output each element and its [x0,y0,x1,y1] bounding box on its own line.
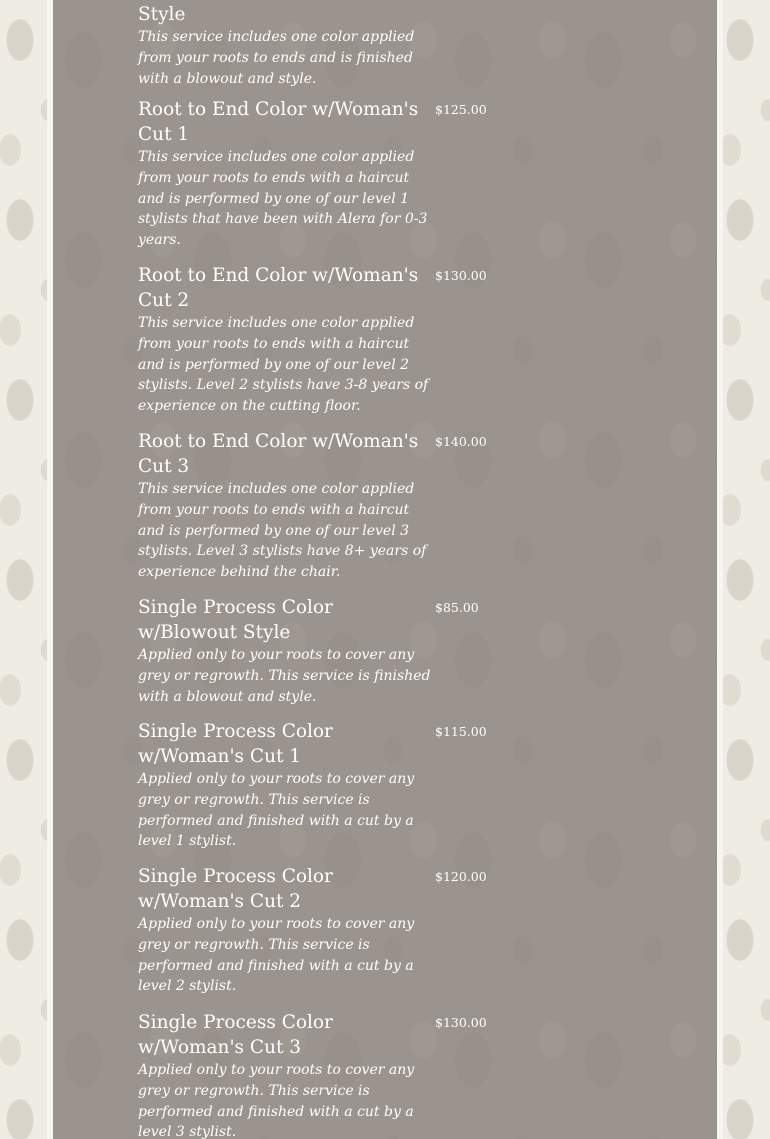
service-price: $130.00 [435,1015,487,1030]
service-description: This service includes one color applied from your roots to ends with a haircut and is performed by one of our level 3 stylists. Level 3 stylists have 8+ years of experience behind the chair. [138,481,427,581]
service-price: $125.00 [435,102,487,117]
service-list [138,0,558,1139]
service-description: Applied only to your roots to cover any grey or regrowth. This service is performed and finished with a cut by a level 3 stylist. [138,1062,415,1139]
service-name: Root to End Color w/Woman's Cut 2 [138,265,419,311]
service-price: $130.00 [435,268,487,283]
service-name: Single Process Color w/Blowout Style [138,597,333,643]
service-price: $85.00 [435,600,479,615]
service-price: $120.00 [435,869,487,884]
service-name: Root to End Color w/Woman's Cut 3 [138,431,419,477]
service-name: Root to End Color w/Woman's Cut 1 [138,99,419,145]
service-item [138,864,558,1010]
service-name: Single Process Color w/Woman's Cut 3 [138,1012,333,1058]
service-description: Applied only to your roots to cover any grey or regrowth. This service is performed and finished with a cut by a level 2 stylist. [138,916,415,995]
service-item [138,429,558,595]
service-price: $140.00 [435,434,487,449]
service-item [138,0,558,97]
service-item [138,97,558,263]
service-menu-panel [53,0,717,1139]
service-name: Style [138,4,186,25]
service-name: Single Process Color w/Woman's Cut 1 [138,721,333,767]
service-description: This service includes one color applied from your roots to ends with a haircut and is performed by one of our level 1 stylists that have been with Alera for 0-3 years. [138,149,428,249]
service-description: Applied only to your roots to cover any grey or regrowth. This service is finished with a blowout and style. [138,647,431,705]
service-item [138,595,558,719]
service-description: This service includes one color applied from your roots to ends with a haircut and is performed by one of our level 2 stylists. Level 2 stylists have 3-8 years of experience on the cutting floor. [138,315,429,415]
service-item [138,263,558,429]
service-item [138,719,558,864]
service-description: Applied only to your roots to cover any grey or regrowth. This service is performed and finished with a cut by a level 1 stylist. [138,771,415,850]
service-description: This service includes one color applied from your roots to ends and is finished with a blowout and style. [138,29,415,87]
service-price: $115.00 [435,724,487,739]
service-name: Single Process Color w/Woman's Cut 2 [138,866,333,912]
service-item [138,1010,558,1139]
